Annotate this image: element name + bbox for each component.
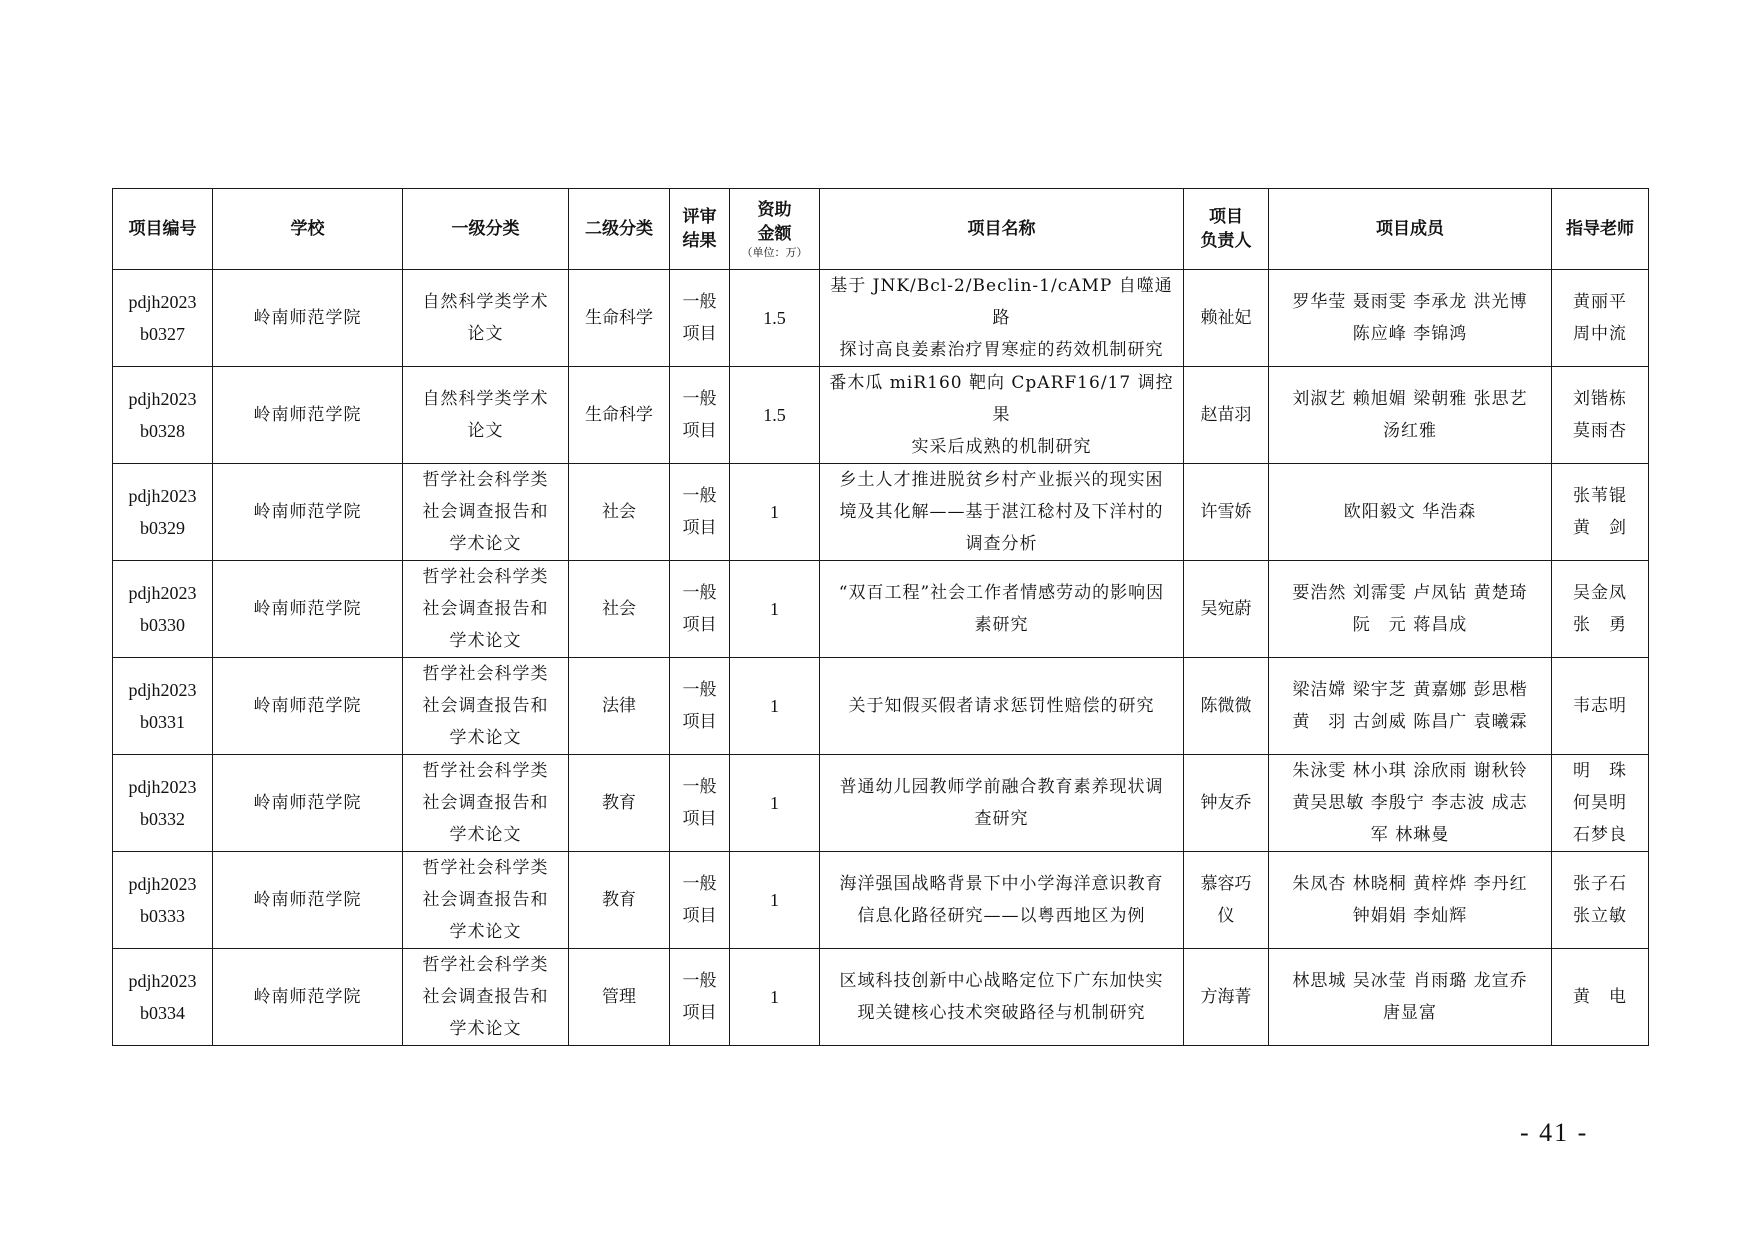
- header-advisor: 指导老师: [1552, 189, 1649, 270]
- result-cell: [670, 367, 730, 464]
- result-cell-line: 项目: [682, 809, 717, 829]
- members-cell-line: 梁洁嫦 梁宇芝 黄嘉娜 彭思楷: [1292, 680, 1528, 700]
- advisor-cell: [1552, 755, 1649, 852]
- members-cell-line: 欧阳毅文 华浩森: [1343, 502, 1477, 522]
- header-amount: [730, 189, 820, 270]
- leader-cell-line: 慕容巧: [1200, 874, 1252, 894]
- project-id-line: b0334: [140, 1003, 185, 1023]
- members-cell: [1269, 464, 1552, 561]
- table-row: [113, 367, 1649, 464]
- result-cell-line: 一般: [682, 680, 717, 700]
- members-cell-line: 黄 羽 古剑威 陈昌广 袁曦霖: [1292, 712, 1528, 732]
- cat1-cell-line: 哲学社会科学类: [422, 664, 549, 684]
- advisor-cell-line: 张子石: [1573, 874, 1627, 894]
- title-cell: [820, 367, 1184, 464]
- project-id-line: pdjh2023: [128, 583, 197, 603]
- members-cell-line: 陈应峰 李锦鸿: [1352, 324, 1468, 344]
- result-cell-line: 项目: [682, 518, 717, 538]
- page-number: - 41 -: [1520, 1118, 1589, 1147]
- header-cat2: 二级分类: [569, 189, 670, 270]
- title-cell-line: 基于 JNK/Bcl-2/Beclin-1/cAMP 自噬通路: [830, 276, 1173, 328]
- project-id-cell: [113, 464, 213, 561]
- result-cell-line: 项目: [682, 906, 717, 926]
- header-row: [113, 189, 1649, 270]
- advisor-cell-line: 明 珠: [1573, 761, 1627, 781]
- cat2-cell: 社会: [569, 561, 670, 658]
- members-cell: [1269, 755, 1552, 852]
- leader-cell-line: 赵苗羽: [1200, 405, 1252, 425]
- title-cell-line: 番木瓜 miR160 靶向 CpARF16/17 调控果: [829, 373, 1174, 425]
- advisor-cell-line: 黄 电: [1573, 987, 1627, 1007]
- result-cell: [670, 561, 730, 658]
- amount-cell: 1: [730, 464, 820, 561]
- advisor-cell-line: 莫雨杏: [1573, 421, 1627, 441]
- project-id-cell: [113, 561, 213, 658]
- title-cell-line: 素研究: [974, 615, 1029, 635]
- school-cell: 岭南师范学院: [213, 949, 403, 1046]
- advisor-cell: [1552, 270, 1649, 367]
- advisor-cell: [1552, 561, 1649, 658]
- leader-cell: [1184, 367, 1269, 464]
- members-cell-line: 要浩然 刘霈雯 卢凤钻 黄楚琦: [1292, 583, 1528, 603]
- leader-cell-line: 赖祉妃: [1200, 308, 1252, 328]
- project-id-cell: [113, 367, 213, 464]
- title-cell-line: 境及其化解——基于湛江稔村及下洋村的: [839, 502, 1164, 522]
- advisor-cell-line: 周中流: [1573, 324, 1627, 344]
- cat1-cell-line: 学术论文: [449, 534, 522, 554]
- cat1-cell: [403, 270, 569, 367]
- cat1-cell-line: 哲学社会科学类: [422, 470, 549, 490]
- project-id-line: b0329: [140, 518, 185, 538]
- members-cell-line: 朱泳雯 林小琪 涂欣雨 谢秋铃: [1292, 761, 1528, 781]
- table-row: [113, 464, 1649, 561]
- members-cell-line: 刘淑艺 赖旭媚 梁朝雅 张思艺: [1292, 389, 1528, 409]
- advisor-cell-line: 刘锴栋: [1573, 389, 1627, 409]
- project-id-line: b0333: [140, 906, 185, 926]
- cat1-cell-line: 论文: [467, 421, 504, 441]
- title-cell-line: 查研究: [974, 809, 1029, 829]
- table-row: [113, 852, 1649, 949]
- result-cell: [670, 852, 730, 949]
- cat1-cell-line: 社会调查报告和: [422, 890, 549, 910]
- advisor-cell-line: 韦志明: [1573, 696, 1627, 716]
- members-cell-line: 军 林琳曼: [1370, 825, 1450, 845]
- members-cell: [1269, 658, 1552, 755]
- title-cell: [820, 949, 1184, 1046]
- school-cell: 岭南师范学院: [213, 270, 403, 367]
- project-id-line: pdjh2023: [128, 971, 197, 991]
- advisor-cell: [1552, 367, 1649, 464]
- project-id-line: b0332: [140, 809, 185, 829]
- cat1-cell-line: 社会调查报告和: [422, 987, 549, 1007]
- leader-cell-line: 方海菁: [1200, 987, 1252, 1007]
- cat1-cell-line: 社会调查报告和: [422, 599, 549, 619]
- advisor-cell: [1552, 658, 1649, 755]
- cat1-cell-line: 社会调查报告和: [422, 502, 549, 522]
- leader-cell-line: 许雪娇: [1200, 502, 1252, 522]
- members-cell-line: 黄吴思敏 李殷宁 李志波 成志: [1292, 793, 1528, 813]
- result-cell-line: 一般: [682, 971, 717, 991]
- title-cell-line: 关于知假买假者请求惩罚性赔偿的研究: [848, 696, 1155, 716]
- leader-cell: [1184, 561, 1269, 658]
- cat1-cell: [403, 852, 569, 949]
- cat1-cell-line: 学术论文: [449, 1019, 522, 1039]
- advisor-cell: [1552, 949, 1649, 1046]
- cat1-cell: [403, 464, 569, 561]
- header-amount-line1: 资助: [757, 200, 792, 220]
- project-id-line: pdjh2023: [128, 292, 197, 312]
- result-cell-line: 一般: [682, 777, 717, 797]
- title-cell-line: 乡土人才推进脱贫乡村产业振兴的现实困: [839, 470, 1164, 490]
- project-id-cell: [113, 852, 213, 949]
- members-cell-line: 汤红雅: [1383, 421, 1437, 441]
- advisor-cell-line: 张立敏: [1573, 906, 1627, 926]
- result-cell-line: 一般: [682, 874, 717, 894]
- project-id-cell: [113, 755, 213, 852]
- result-cell-line: 项目: [682, 1003, 717, 1023]
- members-cell-line: 唐显富: [1383, 1003, 1437, 1023]
- title-cell: [820, 755, 1184, 852]
- leader-cell-line: 钟友乔: [1200, 793, 1252, 813]
- leader-cell-line: 陈微微: [1200, 696, 1252, 716]
- cat2-cell: 教育: [569, 852, 670, 949]
- advisor-cell-line: 黄丽平: [1573, 292, 1627, 312]
- advisor-cell: [1552, 464, 1649, 561]
- header-result-line2: 结果: [682, 231, 717, 251]
- title-cell: [820, 464, 1184, 561]
- cat1-cell: [403, 367, 569, 464]
- project-id-cell: [113, 658, 213, 755]
- school-cell: 岭南师范学院: [213, 367, 403, 464]
- leader-cell: [1184, 658, 1269, 755]
- leader-cell: [1184, 464, 1269, 561]
- members-cell: [1269, 561, 1552, 658]
- cat2-cell: 法律: [569, 658, 670, 755]
- cat1-cell-line: 哲学社会科学类: [422, 567, 549, 587]
- project-id-line: b0330: [140, 615, 185, 635]
- cat2-cell: 生命科学: [569, 270, 670, 367]
- advisor-cell-line: 何昊明: [1573, 793, 1627, 813]
- cat1-cell: [403, 561, 569, 658]
- members-cell-line: 阮 元 蒋昌成: [1352, 615, 1468, 635]
- header-amount-line2: 金额: [757, 224, 792, 244]
- advisor-cell-line: 吴金凤: [1573, 583, 1627, 603]
- title-cell-line: “双百工程”社会工作者情感劳动的影响因: [838, 583, 1165, 603]
- leader-cell: [1184, 755, 1269, 852]
- amount-cell: 1: [730, 561, 820, 658]
- cat1-cell: [403, 755, 569, 852]
- members-cell: [1269, 270, 1552, 367]
- title-cell-line: 调查分析: [965, 534, 1038, 554]
- project-id-line: pdjh2023: [128, 874, 197, 894]
- title-cell-line: 现关键核心技术突破路径与机制研究: [857, 1003, 1146, 1023]
- table-row: [113, 561, 1649, 658]
- school-cell: 岭南师范学院: [213, 755, 403, 852]
- title-cell-line: 普通幼儿园教师学前融合教育素养现状调: [839, 777, 1164, 797]
- school-cell: 岭南师范学院: [213, 464, 403, 561]
- header-leader: [1184, 189, 1269, 270]
- header-amount-unit: （单位：万）: [741, 246, 808, 259]
- project-id-cell: [113, 949, 213, 1046]
- cat1-cell-line: 哲学社会科学类: [422, 761, 549, 781]
- amount-cell: 1: [730, 949, 820, 1046]
- result-cell-line: 一般: [682, 389, 717, 409]
- cat1-cell-line: 社会调查报告和: [422, 793, 549, 813]
- members-cell-line: 朱凤杏 林晓桐 黄梓烨 李丹红: [1292, 874, 1528, 894]
- result-cell: [670, 270, 730, 367]
- table-body: [113, 270, 1649, 1046]
- cat1-cell-line: 学术论文: [449, 922, 522, 942]
- cat2-cell: 生命科学: [569, 367, 670, 464]
- table-row: [113, 949, 1649, 1046]
- title-cell: [820, 852, 1184, 949]
- title-cell-line: 信息化路径研究——以粤西地区为例: [857, 906, 1146, 926]
- project-id-line: pdjh2023: [128, 389, 197, 409]
- advisor-cell: [1552, 852, 1649, 949]
- project-id-line: pdjh2023: [128, 486, 197, 506]
- project-id-cell: [113, 270, 213, 367]
- leader-cell: [1184, 949, 1269, 1046]
- title-cell-line: 探讨高良姜素治疗胃寒症的药效机制研究: [839, 340, 1164, 360]
- result-cell-line: 项目: [682, 324, 717, 344]
- header-result: [670, 189, 730, 270]
- members-cell-line: 罗华莹 聂雨雯 李承龙 洪光博: [1292, 292, 1528, 312]
- header-result-line1: 评审: [682, 207, 717, 227]
- amount-cell: 1: [730, 658, 820, 755]
- result-cell: [670, 755, 730, 852]
- cat1-cell-line: 论文: [467, 324, 504, 344]
- leader-cell: [1184, 852, 1269, 949]
- title-cell-line: 实采后成熟的机制研究: [911, 437, 1092, 457]
- header-id: 项目编号: [113, 189, 213, 270]
- cat2-cell: 管理: [569, 949, 670, 1046]
- members-cell: [1269, 367, 1552, 464]
- amount-cell: 1: [730, 755, 820, 852]
- members-cell: [1269, 852, 1552, 949]
- result-cell: [670, 949, 730, 1046]
- header-leader-line1: 项目: [1209, 207, 1243, 227]
- advisor-cell-line: 石梦良: [1573, 825, 1627, 845]
- header-school: 学校: [213, 189, 403, 270]
- amount-cell: 1.5: [730, 367, 820, 464]
- advisor-cell-line: 黄 剑: [1573, 518, 1627, 538]
- school-cell: 岭南师范学院: [213, 658, 403, 755]
- result-cell-line: 一般: [682, 486, 717, 506]
- result-cell-line: 一般: [682, 583, 717, 603]
- members-cell: [1269, 949, 1552, 1046]
- result-cell: [670, 464, 730, 561]
- leader-cell: [1184, 270, 1269, 367]
- project-id-line: b0331: [140, 712, 185, 732]
- header-cat1: 一级分类: [403, 189, 569, 270]
- leader-cell-line: 吴宛蔚: [1200, 599, 1252, 619]
- project-id-line: pdjh2023: [128, 777, 197, 797]
- advisor-cell-line: 张 勇: [1573, 615, 1627, 635]
- header-members: 项目成员: [1269, 189, 1552, 270]
- title-cell: [820, 561, 1184, 658]
- project-id-line: b0328: [140, 421, 185, 441]
- title-cell: [820, 658, 1184, 755]
- cat2-cell: 社会: [569, 464, 670, 561]
- members-cell-line: 林思城 吴冰莹 肖雨璐 龙宣乔: [1292, 971, 1528, 991]
- cat1-cell-line: 哲学社会科学类: [422, 955, 549, 975]
- title-cell-line: 区域科技创新中心战略定位下广东加快实: [839, 971, 1164, 991]
- cat1-cell: [403, 949, 569, 1046]
- cat1-cell: [403, 658, 569, 755]
- cat1-cell-line: 自然科学类学术: [422, 292, 549, 312]
- cat1-cell-line: 社会调查报告和: [422, 696, 549, 716]
- cat2-cell: 教育: [569, 755, 670, 852]
- header-title: 项目名称: [820, 189, 1184, 270]
- title-cell: [820, 270, 1184, 367]
- title-cell-line: 海洋强国战略背景下中小学海洋意识教育: [839, 874, 1164, 894]
- result-cell-line: 一般: [682, 292, 717, 312]
- table-row: [113, 755, 1649, 852]
- table-row: [113, 270, 1649, 367]
- amount-cell: 1: [730, 852, 820, 949]
- school-cell: 岭南师范学院: [213, 561, 403, 658]
- advisor-cell-line: 张苇锟: [1573, 486, 1627, 506]
- project-id-line: b0327: [140, 324, 185, 344]
- cat1-cell-line: 学术论文: [449, 728, 522, 748]
- members-cell-line: 钟娟娟 李灿辉: [1352, 906, 1468, 926]
- amount-cell: 1.5: [730, 270, 820, 367]
- result-cell-line: 项目: [682, 421, 717, 441]
- header-leader-line2: 负责人: [1200, 231, 1252, 251]
- leader-cell-line: 仪: [1217, 906, 1235, 926]
- cat1-cell-line: 自然科学类学术: [422, 389, 549, 409]
- result-cell-line: 项目: [682, 712, 717, 732]
- school-cell: 岭南师范学院: [213, 852, 403, 949]
- result-cell-line: 项目: [682, 615, 717, 635]
- table-row: [113, 658, 1649, 755]
- cat1-cell-line: 哲学社会科学类: [422, 858, 549, 878]
- cat1-cell-line: 学术论文: [449, 631, 522, 651]
- cat1-cell-line: 学术论文: [449, 825, 522, 845]
- project-id-line: pdjh2023: [128, 680, 197, 700]
- project-table: [112, 188, 1649, 1046]
- result-cell: [670, 658, 730, 755]
